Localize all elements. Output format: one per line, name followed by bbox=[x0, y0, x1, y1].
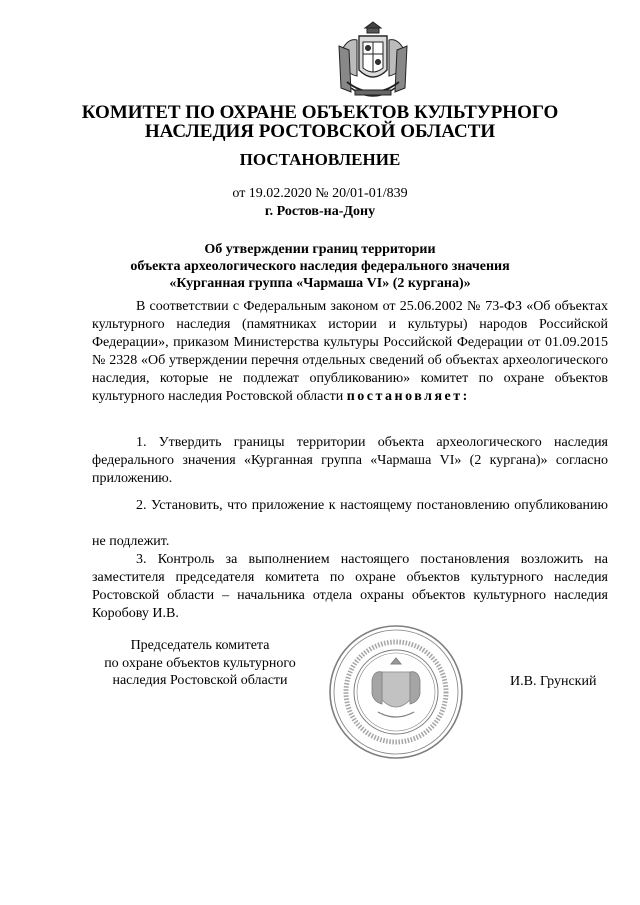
decree-item-2-text: 2. Установить, что приложение к настоящему постановлению опубликованию bbox=[136, 498, 608, 513]
organization-name bbox=[0, 103, 640, 141]
date-and-number: от 19.02.2020 № 20/01-01/839 bbox=[232, 186, 408, 201]
document-title bbox=[0, 241, 640, 292]
document-title-line1: Об утверждении границ территории bbox=[204, 242, 436, 257]
decree-item-3-text: 3. Контроль за выполнением настоящего постановления возложить на заместителя председателя комитета по охране объектов культурного наследия Ростовской области – начальника отдела охраны объектов культурного наследия Коробову И.В. bbox=[92, 552, 608, 621]
preamble-text: В соответствии с Федеральным законом от 25.06.2002 № 73-ФЗ «Об объектах культурного наследия (памятниках истории и культуры) народов Российской Федерации», приказом Министерства культуры Российской Федерации от 01.09.2015 № 2328 «Об утверждении перечня отдельных сведений об объектах археологического наследия, которые не подлежат опубликованию» комитет по охране объектов культурного наследия Ростовской области bbox=[92, 299, 608, 404]
signatory-position-line3: наследия Ростовской области bbox=[112, 673, 288, 688]
decree-item-1-text: 1. Утвердить границы территории объекта археологического наследия федерального значения «Курганная группа «Чармаша VI» (2 кургана)» согласно приложению. bbox=[92, 435, 608, 486]
document-title-line3: «Курганная группа «Чармаша VI» (2 кургана)» bbox=[169, 276, 471, 291]
organization-name-line1: КОМИТЕТ ПО ОХРАНЕ ОБЪЕКТОВ КУЛЬТУРНОГО bbox=[81, 102, 559, 123]
city: г. Ростов-на-Дону bbox=[264, 204, 376, 219]
document-title-line2: объекта археологического наследия федерального значения bbox=[130, 259, 510, 274]
official-stamp-icon bbox=[326, 622, 466, 762]
signatory-position-line2: по охране объектов культурного bbox=[104, 655, 296, 671]
decree-item-1 bbox=[92, 434, 608, 488]
decree-item-2-continuation: не подлежит. bbox=[92, 534, 170, 549]
document-type: ПОСТАНОВЛЕНИЕ bbox=[239, 150, 401, 169]
signatory-position-line1: Председатель комитета bbox=[130, 638, 270, 653]
preamble-paragraph bbox=[92, 298, 608, 406]
signatory-name: И.В. Грунский bbox=[510, 674, 597, 689]
decree-item-3 bbox=[92, 551, 608, 623]
decree-item-2 bbox=[92, 497, 608, 515]
decree-word: постановляет: bbox=[346, 389, 470, 404]
organization-name-line2: НАСЛЕДИЯ РОСТОВСКОЙ ОБЛАСТИ bbox=[144, 121, 496, 142]
coat-of-arms-icon bbox=[329, 18, 417, 106]
signatory-position bbox=[90, 637, 310, 690]
